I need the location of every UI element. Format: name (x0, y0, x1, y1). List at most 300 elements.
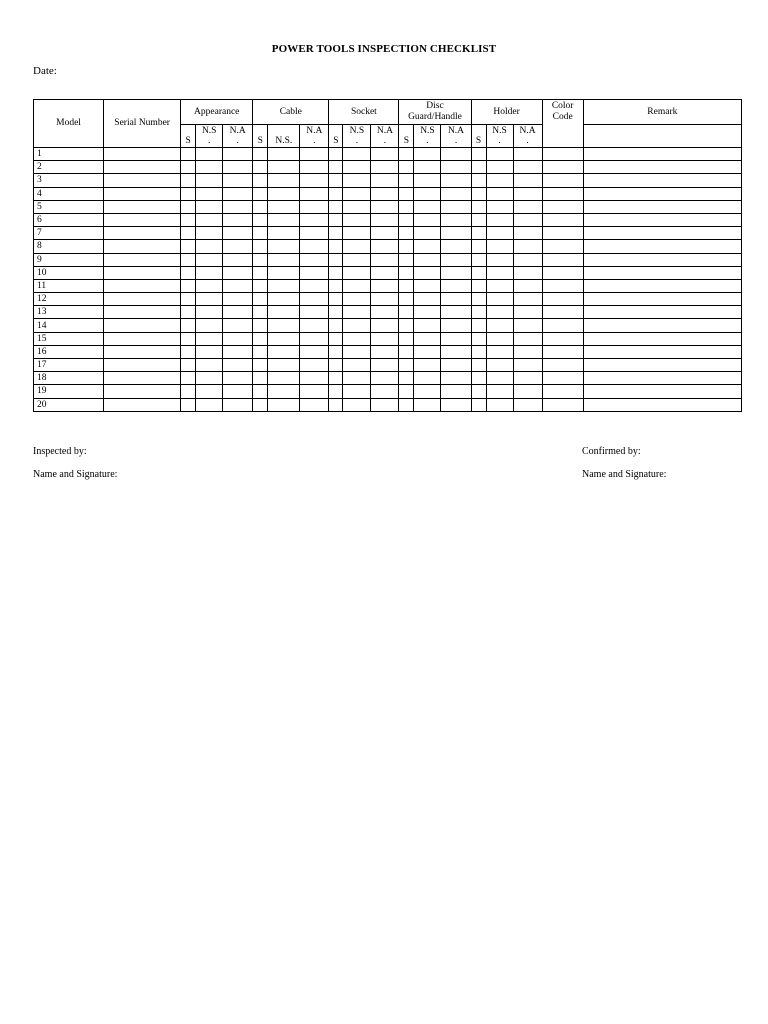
entry-cell[interactable] (223, 345, 253, 358)
entry-cell[interactable] (253, 359, 268, 372)
entry-cell[interactable] (196, 359, 223, 372)
entry-cell[interactable] (542, 345, 583, 358)
entry-cell[interactable] (268, 332, 300, 345)
entry-cell[interactable] (300, 398, 329, 411)
entry-cell[interactable] (253, 266, 268, 279)
entry-cell[interactable] (329, 398, 343, 411)
entry-cell[interactable] (371, 306, 399, 319)
entry-cell[interactable] (486, 227, 513, 240)
entry-cell[interactable] (343, 398, 371, 411)
entry-cell[interactable] (583, 359, 741, 372)
entry-cell[interactable] (181, 161, 196, 174)
entry-cell[interactable] (441, 266, 471, 279)
entry-cell[interactable] (253, 253, 268, 266)
entry-cell[interactable] (583, 372, 741, 385)
entry-cell[interactable] (583, 279, 741, 292)
entry-cell[interactable] (486, 293, 513, 306)
entry-cell[interactable] (441, 174, 471, 187)
entry-cell[interactable] (414, 253, 441, 266)
entry-cell[interactable] (441, 187, 471, 200)
entry-cell[interactable] (223, 293, 253, 306)
entry-cell[interactable] (371, 293, 399, 306)
entry-cell[interactable] (253, 345, 268, 358)
entry-cell[interactable] (329, 385, 343, 398)
entry-cell[interactable] (253, 174, 268, 187)
entry-cell[interactable] (181, 200, 196, 213)
entry-cell[interactable] (223, 359, 253, 372)
entry-cell[interactable] (583, 200, 741, 213)
entry-cell[interactable] (486, 253, 513, 266)
entry-cell[interactable] (268, 187, 300, 200)
entry-cell[interactable] (471, 174, 486, 187)
entry-cell[interactable] (300, 200, 329, 213)
entry-cell[interactable] (583, 385, 741, 398)
entry-cell[interactable] (414, 187, 441, 200)
entry-cell[interactable] (253, 319, 268, 332)
entry-cell[interactable] (104, 279, 181, 292)
entry-cell[interactable] (329, 359, 343, 372)
entry-cell[interactable] (329, 253, 343, 266)
entry-cell[interactable] (253, 332, 268, 345)
entry-cell[interactable] (542, 174, 583, 187)
entry-cell[interactable] (486, 332, 513, 345)
entry-cell[interactable] (253, 213, 268, 226)
entry-cell[interactable] (583, 213, 741, 226)
entry-cell[interactable] (371, 319, 399, 332)
entry-cell[interactable] (223, 213, 253, 226)
entry-cell[interactable] (486, 187, 513, 200)
entry-cell[interactable] (513, 293, 542, 306)
entry-cell[interactable] (542, 398, 583, 411)
entry-cell[interactable] (253, 306, 268, 319)
entry-cell[interactable] (343, 161, 371, 174)
entry-cell[interactable] (181, 332, 196, 345)
entry-cell[interactable] (268, 319, 300, 332)
entry-cell[interactable] (300, 227, 329, 240)
entry-cell[interactable] (268, 385, 300, 398)
entry-cell[interactable] (441, 385, 471, 398)
entry-cell[interactable] (104, 345, 181, 358)
entry-cell[interactable] (399, 174, 414, 187)
entry-cell[interactable] (471, 319, 486, 332)
entry-cell[interactable] (471, 161, 486, 174)
entry-cell[interactable] (196, 200, 223, 213)
entry-cell[interactable] (542, 240, 583, 253)
entry-cell[interactable] (583, 345, 741, 358)
entry-cell[interactable] (441, 398, 471, 411)
entry-cell[interactable] (583, 319, 741, 332)
entry-cell[interactable] (300, 174, 329, 187)
entry-cell[interactable] (371, 372, 399, 385)
entry-cell[interactable] (371, 227, 399, 240)
entry-cell[interactable] (223, 372, 253, 385)
entry-cell[interactable] (399, 359, 414, 372)
entry-cell[interactable] (414, 306, 441, 319)
entry-cell[interactable] (542, 372, 583, 385)
entry-cell[interactable] (253, 240, 268, 253)
entry-cell[interactable] (329, 213, 343, 226)
entry-cell[interactable] (181, 372, 196, 385)
entry-cell[interactable] (371, 161, 399, 174)
entry-cell[interactable] (371, 187, 399, 200)
entry-cell[interactable] (441, 306, 471, 319)
entry-cell[interactable] (181, 148, 196, 161)
entry-cell[interactable] (343, 372, 371, 385)
entry-cell[interactable] (542, 306, 583, 319)
entry-cell[interactable] (268, 372, 300, 385)
entry-cell[interactable] (542, 213, 583, 226)
entry-cell[interactable] (441, 332, 471, 345)
entry-cell[interactable] (268, 398, 300, 411)
entry-cell[interactable] (300, 372, 329, 385)
entry-cell[interactable] (104, 174, 181, 187)
entry-cell[interactable] (223, 319, 253, 332)
entry-cell[interactable] (181, 213, 196, 226)
entry-cell[interactable] (583, 253, 741, 266)
entry-cell[interactable] (268, 293, 300, 306)
entry-cell[interactable] (181, 398, 196, 411)
entry-cell[interactable] (181, 293, 196, 306)
entry-cell[interactable] (300, 213, 329, 226)
entry-cell[interactable] (441, 148, 471, 161)
entry-cell[interactable] (300, 332, 329, 345)
entry-cell[interactable] (300, 359, 329, 372)
entry-cell[interactable] (583, 227, 741, 240)
entry-cell[interactable] (583, 332, 741, 345)
entry-cell[interactable] (414, 200, 441, 213)
entry-cell[interactable] (196, 253, 223, 266)
entry-cell[interactable] (371, 345, 399, 358)
entry-cell[interactable] (268, 266, 300, 279)
entry-cell[interactable] (414, 240, 441, 253)
entry-cell[interactable] (181, 385, 196, 398)
entry-cell[interactable] (414, 385, 441, 398)
entry-cell[interactable] (414, 319, 441, 332)
entry-cell[interactable] (441, 345, 471, 358)
entry-cell[interactable] (414, 293, 441, 306)
entry-cell[interactable] (414, 398, 441, 411)
entry-cell[interactable] (181, 345, 196, 358)
entry-cell[interactable] (268, 161, 300, 174)
entry-cell[interactable] (343, 266, 371, 279)
entry-cell[interactable] (181, 187, 196, 200)
entry-cell[interactable] (343, 293, 371, 306)
entry-cell[interactable] (542, 200, 583, 213)
entry-cell[interactable] (371, 279, 399, 292)
entry-cell[interactable] (371, 174, 399, 187)
entry-cell[interactable] (300, 385, 329, 398)
entry-cell[interactable] (399, 398, 414, 411)
entry-cell[interactable] (371, 332, 399, 345)
entry-cell[interactable] (196, 293, 223, 306)
entry-cell[interactable] (399, 306, 414, 319)
entry-cell[interactable] (471, 240, 486, 253)
entry-cell[interactable] (300, 279, 329, 292)
entry-cell[interactable] (414, 332, 441, 345)
entry-cell[interactable] (441, 359, 471, 372)
entry-cell[interactable] (513, 253, 542, 266)
entry-cell[interactable] (253, 279, 268, 292)
entry-cell[interactable] (223, 306, 253, 319)
entry-cell[interactable] (583, 174, 741, 187)
entry-cell[interactable] (583, 398, 741, 411)
entry-cell[interactable] (441, 227, 471, 240)
entry-cell[interactable] (542, 253, 583, 266)
entry-cell[interactable] (223, 332, 253, 345)
entry-cell[interactable] (196, 319, 223, 332)
entry-cell[interactable] (583, 161, 741, 174)
entry-cell[interactable] (343, 279, 371, 292)
entry-cell[interactable] (583, 240, 741, 253)
entry-cell[interactable] (513, 227, 542, 240)
entry-cell[interactable] (471, 345, 486, 358)
entry-cell[interactable] (343, 187, 371, 200)
entry-cell[interactable] (542, 359, 583, 372)
entry-cell[interactable] (542, 227, 583, 240)
entry-cell[interactable] (513, 187, 542, 200)
entry-cell[interactable] (343, 385, 371, 398)
entry-cell[interactable] (471, 372, 486, 385)
entry-cell[interactable] (486, 161, 513, 174)
entry-cell[interactable] (371, 398, 399, 411)
entry-cell[interactable] (104, 148, 181, 161)
entry-cell[interactable] (223, 187, 253, 200)
entry-cell[interactable] (513, 148, 542, 161)
entry-cell[interactable] (542, 332, 583, 345)
entry-cell[interactable] (471, 253, 486, 266)
entry-cell[interactable] (329, 372, 343, 385)
entry-cell[interactable] (104, 200, 181, 213)
entry-cell[interactable] (300, 187, 329, 200)
entry-cell[interactable] (471, 306, 486, 319)
entry-cell[interactable] (371, 253, 399, 266)
entry-cell[interactable] (181, 359, 196, 372)
entry-cell[interactable] (104, 385, 181, 398)
entry-cell[interactable] (441, 240, 471, 253)
entry-cell[interactable] (223, 161, 253, 174)
entry-cell[interactable] (486, 385, 513, 398)
entry-cell[interactable] (268, 345, 300, 358)
entry-cell[interactable] (414, 345, 441, 358)
entry-cell[interactable] (583, 306, 741, 319)
entry-cell[interactable] (253, 372, 268, 385)
entry-cell[interactable] (104, 161, 181, 174)
entry-cell[interactable] (513, 398, 542, 411)
entry-cell[interactable] (253, 227, 268, 240)
entry-cell[interactable] (300, 293, 329, 306)
entry-cell[interactable] (223, 240, 253, 253)
entry-cell[interactable] (471, 187, 486, 200)
entry-cell[interactable] (343, 174, 371, 187)
entry-cell[interactable] (268, 148, 300, 161)
entry-cell[interactable] (223, 148, 253, 161)
entry-cell[interactable] (196, 266, 223, 279)
entry-cell[interactable] (441, 253, 471, 266)
entry-cell[interactable] (471, 359, 486, 372)
entry-cell[interactable] (513, 174, 542, 187)
entry-cell[interactable] (300, 148, 329, 161)
entry-cell[interactable] (486, 213, 513, 226)
entry-cell[interactable] (329, 148, 343, 161)
entry-cell[interactable] (329, 293, 343, 306)
entry-cell[interactable] (471, 227, 486, 240)
entry-cell[interactable] (196, 174, 223, 187)
entry-cell[interactable] (253, 187, 268, 200)
entry-cell[interactable] (414, 174, 441, 187)
entry-cell[interactable] (513, 306, 542, 319)
entry-cell[interactable] (343, 319, 371, 332)
entry-cell[interactable] (399, 200, 414, 213)
entry-cell[interactable] (399, 213, 414, 226)
entry-cell[interactable] (300, 306, 329, 319)
entry-cell[interactable] (196, 385, 223, 398)
entry-cell[interactable] (371, 200, 399, 213)
entry-cell[interactable] (399, 161, 414, 174)
entry-cell[interactable] (513, 266, 542, 279)
entry-cell[interactable] (268, 306, 300, 319)
entry-cell[interactable] (371, 266, 399, 279)
entry-cell[interactable] (399, 345, 414, 358)
entry-cell[interactable] (223, 174, 253, 187)
entry-cell[interactable] (181, 174, 196, 187)
entry-cell[interactable] (542, 187, 583, 200)
entry-cell[interactable] (300, 345, 329, 358)
entry-cell[interactable] (223, 279, 253, 292)
entry-cell[interactable] (441, 161, 471, 174)
entry-cell[interactable] (343, 148, 371, 161)
entry-cell[interactable] (414, 161, 441, 174)
entry-cell[interactable] (300, 240, 329, 253)
entry-cell[interactable] (399, 319, 414, 332)
entry-cell[interactable] (268, 200, 300, 213)
entry-cell[interactable] (486, 319, 513, 332)
entry-cell[interactable] (471, 279, 486, 292)
entry-cell[interactable] (399, 279, 414, 292)
entry-cell[interactable] (471, 213, 486, 226)
entry-cell[interactable] (583, 266, 741, 279)
entry-cell[interactable] (399, 187, 414, 200)
entry-cell[interactable] (196, 213, 223, 226)
entry-cell[interactable] (181, 306, 196, 319)
entry-cell[interactable] (343, 253, 371, 266)
entry-cell[interactable] (414, 359, 441, 372)
entry-cell[interactable] (542, 279, 583, 292)
entry-cell[interactable] (441, 279, 471, 292)
entry-cell[interactable] (343, 306, 371, 319)
entry-cell[interactable] (513, 319, 542, 332)
entry-cell[interactable] (300, 253, 329, 266)
entry-cell[interactable] (371, 240, 399, 253)
entry-cell[interactable] (371, 148, 399, 161)
entry-cell[interactable] (268, 174, 300, 187)
entry-cell[interactable] (371, 385, 399, 398)
entry-cell[interactable] (542, 266, 583, 279)
entry-cell[interactable] (253, 398, 268, 411)
entry-cell[interactable] (513, 385, 542, 398)
entry-cell[interactable] (268, 227, 300, 240)
entry-cell[interactable] (471, 332, 486, 345)
entry-cell[interactable] (268, 279, 300, 292)
entry-cell[interactable] (486, 372, 513, 385)
entry-cell[interactable] (268, 240, 300, 253)
entry-cell[interactable] (343, 332, 371, 345)
entry-cell[interactable] (471, 385, 486, 398)
entry-cell[interactable] (441, 372, 471, 385)
entry-cell[interactable] (196, 148, 223, 161)
entry-cell[interactable] (471, 200, 486, 213)
entry-cell[interactable] (253, 148, 268, 161)
entry-cell[interactable] (329, 332, 343, 345)
entry-cell[interactable] (414, 266, 441, 279)
entry-cell[interactable] (513, 161, 542, 174)
entry-cell[interactable] (513, 240, 542, 253)
entry-cell[interactable] (104, 306, 181, 319)
entry-cell[interactable] (513, 213, 542, 226)
entry-cell[interactable] (300, 319, 329, 332)
entry-cell[interactable] (104, 213, 181, 226)
entry-cell[interactable] (542, 148, 583, 161)
entry-cell[interactable] (196, 398, 223, 411)
entry-cell[interactable] (343, 227, 371, 240)
entry-cell[interactable] (329, 240, 343, 253)
entry-cell[interactable] (329, 279, 343, 292)
entry-cell[interactable] (486, 398, 513, 411)
entry-cell[interactable] (343, 200, 371, 213)
entry-cell[interactable] (343, 240, 371, 253)
entry-cell[interactable] (399, 227, 414, 240)
entry-cell[interactable] (441, 293, 471, 306)
entry-cell[interactable] (253, 200, 268, 213)
entry-cell[interactable] (223, 253, 253, 266)
entry-cell[interactable] (441, 213, 471, 226)
entry-cell[interactable] (253, 385, 268, 398)
entry-cell[interactable] (513, 332, 542, 345)
entry-cell[interactable] (329, 161, 343, 174)
entry-cell[interactable] (486, 359, 513, 372)
entry-cell[interactable] (471, 148, 486, 161)
entry-cell[interactable] (583, 148, 741, 161)
entry-cell[interactable] (104, 266, 181, 279)
entry-cell[interactable] (399, 240, 414, 253)
entry-cell[interactable] (253, 161, 268, 174)
entry-cell[interactable] (329, 200, 343, 213)
entry-cell[interactable] (414, 279, 441, 292)
entry-cell[interactable] (329, 227, 343, 240)
entry-cell[interactable] (542, 385, 583, 398)
entry-cell[interactable] (441, 200, 471, 213)
entry-cell[interactable] (414, 148, 441, 161)
entry-cell[interactable] (104, 398, 181, 411)
entry-cell[interactable] (486, 345, 513, 358)
entry-cell[interactable] (399, 372, 414, 385)
entry-cell[interactable] (268, 253, 300, 266)
entry-cell[interactable] (399, 385, 414, 398)
entry-cell[interactable] (399, 253, 414, 266)
entry-cell[interactable] (300, 161, 329, 174)
entry-cell[interactable] (104, 293, 181, 306)
entry-cell[interactable] (104, 359, 181, 372)
entry-cell[interactable] (399, 266, 414, 279)
entry-cell[interactable] (441, 319, 471, 332)
entry-cell[interactable] (181, 266, 196, 279)
entry-cell[interactable] (583, 187, 741, 200)
entry-cell[interactable] (253, 293, 268, 306)
entry-cell[interactable] (104, 240, 181, 253)
entry-cell[interactable] (329, 266, 343, 279)
entry-cell[interactable] (486, 174, 513, 187)
entry-cell[interactable] (196, 306, 223, 319)
entry-cell[interactable] (471, 266, 486, 279)
